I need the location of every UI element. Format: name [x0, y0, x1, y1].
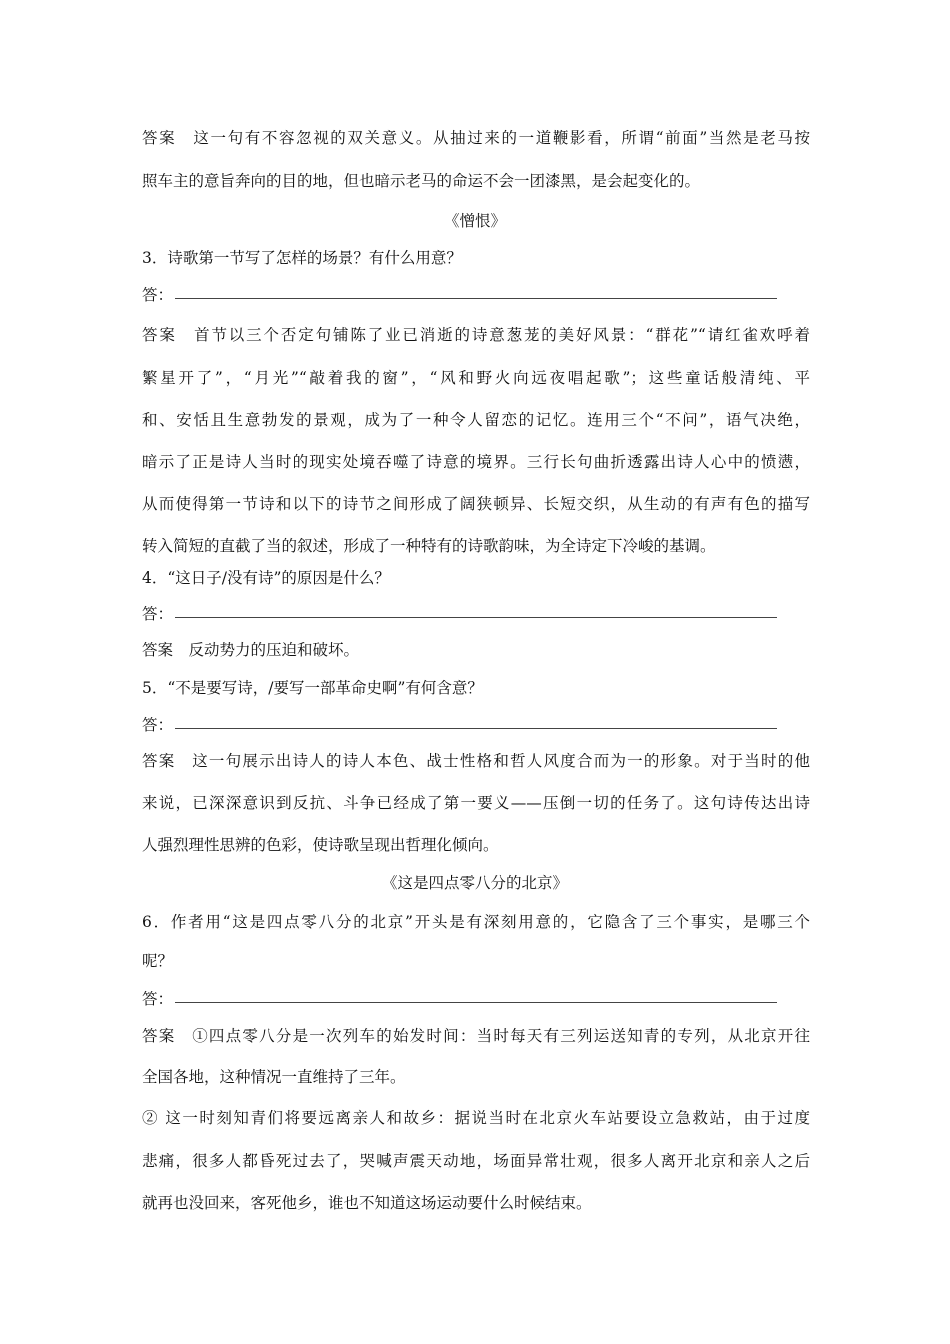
question-text: 呢？ — [142, 952, 174, 970]
answer-blank-line[interactable] — [175, 298, 777, 299]
question-text: 5．“不是要写诗，/要写一部革命史啊”有何含意？ — [142, 679, 483, 697]
answer-prompt: 答： — [142, 990, 174, 1008]
answer-text-line: 全国各地，这种情况一直维持了三年。 — [142, 1068, 406, 1086]
answer-text-line: 答案 ①四点零八分是一次列车的始发时间：当时每天有三列运送知青的专列，从北京开往 — [142, 1027, 810, 1045]
answer-prompt: 答： — [142, 605, 174, 623]
answer-text-line: 从而使得第一节诗和以下的诗节之间形成了阔狭顿异、长短交织，从生动的有声有色的描写 — [142, 495, 810, 513]
section-title: 《憎恨》 — [443, 212, 506, 230]
answer-text-line: 繁星开了”，“月光”“敲着我的窗”，“风和野火向远夜唱起歌”；这些童话般清纯、平 — [142, 369, 810, 387]
answer-text-line: 悲痛，很多人都昏死过去了，哭喊声震天动地，场面异常壮观，很多人离开北京和亲人之后 — [142, 1152, 810, 1170]
answer-prompt: 答： — [142, 286, 174, 304]
answer-text-line: 和、安恬且生意勃发的景观，成为了一种令人留恋的记忆。连用三个“不问”，语气决绝， — [142, 411, 810, 429]
answer-text-line: 转入简短的直截了当的叙述，形成了一种特有的诗歌韵味，为全诗定下冷峻的基调。 — [142, 537, 716, 555]
answer-text-line: ② 这一时刻知青们将要远离亲人和故乡：据说当时在北京火车站要设立急救站，由于过度 — [142, 1109, 810, 1127]
question-text: 3．诗歌第一节写了怎样的场景？有什么用意？ — [142, 249, 462, 267]
answer-text-line: 暗示了正是诗人当时的现实处境吞噬了诗意的境界。三行长句曲折透露出诗人心中的愤懑， — [142, 453, 810, 471]
answer-blank-line[interactable] — [175, 728, 777, 729]
answer-prompt: 答： — [142, 716, 174, 734]
answer-text-line: 照车主的意旨奔向的目的地，但也暗示老马的命运不会一团漆黑，是会起变化的。 — [142, 172, 701, 190]
answer-text-line: 答案 首节以三个否定句铺陈了业已消逝的诗意葱茏的美好风景：“群花”“请红雀欢呼着 — [142, 326, 810, 344]
answer-text-line: 就再也没回来，客死他乡，谁也不知道这场运动要什么时候结束。 — [142, 1194, 592, 1212]
question-text: 4．“这日子/没有诗”的原因是什么？ — [142, 569, 390, 587]
section-title: 《这是四点零八分的北京》 — [381, 874, 568, 892]
answer-text-line: 答案 反动势力的压迫和破坏。 — [142, 641, 360, 659]
answer-text-line: 人强烈理性思辨的色彩，使诗歌呈现出哲理化倾向。 — [142, 836, 499, 854]
answer-text-line: 来说，已深深意识到反抗、斗争已经成了第一要义——压倒一切的任务了。这句诗传达出诗 — [142, 794, 810, 812]
answer-blank-line[interactable] — [175, 617, 777, 618]
answer-text-line: 答案 这一句展示出诗人的诗人本色、战士性格和哲人风度合而为一的形象。对于当时的他 — [142, 752, 810, 770]
question-text: 6．作者用“这是四点零八分的北京”开头是有深刻用意的，它隐含了三个事实，是哪三个 — [142, 913, 810, 931]
answer-blank-line[interactable] — [175, 1002, 777, 1003]
answer-text-line: 答案 这一句有不容忽视的双关意义。从抽过来的一道鞭影看，所谓“前面”当然是老马按 — [142, 129, 810, 147]
